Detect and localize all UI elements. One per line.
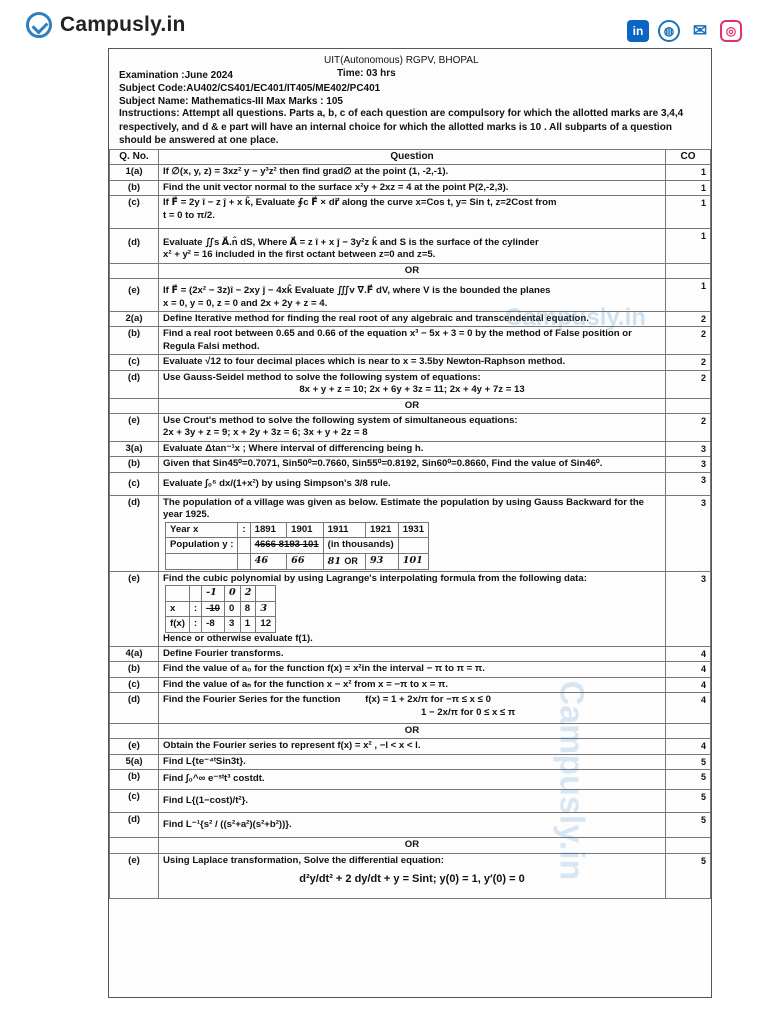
or-spacer <box>666 263 711 278</box>
or-spacer <box>110 263 159 278</box>
subject-name-line: Subject Name: Mathematics-III Max Marks : 105 <box>119 96 343 107</box>
question-number: (e) <box>110 413 159 441</box>
linkedin-icon[interactable]: in <box>627 20 649 42</box>
question-row-3b <box>110 457 711 472</box>
exam-paper <box>108 48 712 998</box>
printed-population: 4666 8193 101 <box>250 538 323 553</box>
colon: : <box>189 617 201 632</box>
or-label: OR <box>159 263 666 278</box>
colon: : <box>238 522 250 537</box>
or-row <box>110 724 711 739</box>
co-value: 4 <box>666 677 711 692</box>
question-number: (b) <box>110 770 159 789</box>
question-row-2e <box>110 413 711 441</box>
question-row-5c <box>110 789 711 812</box>
co-value: 3 <box>666 571 711 646</box>
instagram-icon[interactable]: ◎ <box>720 20 742 42</box>
question-row-3c <box>110 472 711 495</box>
question-number: (b) <box>110 457 159 472</box>
co-value: 2 <box>666 370 711 398</box>
watermark-right: Campusly.in <box>552 680 591 881</box>
question-text: Find the value of a₀ for the function f(x) = x²in the interval − π to π = π. <box>159 662 666 677</box>
question-text: Find a real root between 0.65 and 0.66 of the equation x³ − 5x + 3 = 0 by the method of False position or Regula Falsi method. <box>159 327 666 355</box>
or-label: OR <box>159 398 666 413</box>
piecewise-part-1: f(x) = 1 + 2x/π for −π ≤ x ≤ 0 <box>365 694 491 706</box>
examination-line: Examination :June 2024 <box>119 70 233 81</box>
question-text: Given that Sin45⁰=0.7071, Sin50⁰=0.7660, Sin55⁰=0.8192, Sin60⁰=0.8660, Find the value of Sin46⁰. <box>159 457 666 472</box>
campusly-check-icon <box>26 12 52 38</box>
question-text-line2: x² + y² = 16 included in the first octant between z=0 and z=5. <box>163 249 436 261</box>
co-value: 2 <box>666 327 711 355</box>
question-row-1d <box>110 229 711 264</box>
or-spacer <box>666 398 711 413</box>
question-number: (d) <box>110 370 159 398</box>
question-row-5e <box>110 853 711 898</box>
year-label: Year x <box>166 522 238 537</box>
qno-header: Q. No. <box>110 150 159 165</box>
piecewise-part-2: 1 − 2x/π for 0 ≤ x ≤ π <box>421 706 516 718</box>
question-text <box>159 229 666 264</box>
differential-equation: d²y/dt² + 2 dy/dt + y = Sint; y(0) = 1, y′(0) = 0 <box>299 873 525 886</box>
population-unit: (in thousands) <box>323 538 398 553</box>
table-header-row <box>110 150 711 165</box>
question-text: Find L{te⁻⁴ᵗSin3t}. <box>159 754 666 769</box>
question-row-4c <box>110 677 711 692</box>
question-row-4d <box>110 693 711 724</box>
question-number: (e) <box>110 739 159 754</box>
question-text: Evaluate √12 to four decimal places which is near to x = 3.5by Newton-Raphson method. <box>159 355 666 370</box>
co-header: CO <box>666 150 711 165</box>
question-text: Obtain the Fourier series to represent f(x) = x² , −l < x < l. <box>159 739 666 754</box>
question-text-line1: Using Laplace transformation, Solve the differential equation: <box>163 854 444 866</box>
question-number: (d) <box>110 495 159 571</box>
institute-name: UIT(Autonomous) RGPV, BHOPAL <box>324 55 479 66</box>
handwritten-value: 81 OR <box>323 553 365 569</box>
question-number: (b) <box>110 662 159 677</box>
handwritten-value: 66 <box>287 553 324 569</box>
question-row-4e <box>110 739 711 754</box>
question-number: 2(a) <box>110 312 159 327</box>
fx-value: 1 <box>240 617 256 632</box>
or-row <box>110 838 711 853</box>
population-table <box>165 522 429 570</box>
question-number: (d) <box>110 229 159 264</box>
question-text <box>159 413 666 441</box>
year-value: 1911 <box>323 522 365 537</box>
subject-code-line: Subject Code:AU402/CS401/EC401/IT405/ME402/PC401 <box>119 83 381 94</box>
co-value: 2 <box>666 312 711 327</box>
x-label: x <box>166 601 190 616</box>
question-text-line2: t = 0 to π/2. <box>163 209 215 221</box>
question-text: Find the unit vector normal to the surface x²y + 2xz = 4 at the point P(2,-2,3). <box>159 180 666 195</box>
x-value: 8 <box>240 601 256 616</box>
question-text <box>159 370 666 398</box>
question-row-1c <box>110 196 711 229</box>
co-value: 3 <box>666 495 711 571</box>
lagrange-data-table <box>165 585 276 632</box>
question-text: Evaluate Δtan⁻¹x ; Where interval of differencing being h. <box>159 441 666 456</box>
handwritten-value: 93 <box>366 553 399 569</box>
mail-icon[interactable]: ✉ <box>689 20 711 42</box>
question-number: (c) <box>110 789 159 812</box>
co-value: 1 <box>666 279 711 312</box>
x-value: 0 <box>225 601 241 616</box>
question-row-3e <box>110 571 711 646</box>
instructions: Instructions: Attempt all questions. Parts a, b, c of each question are compulsory for which the allotted marks are 3,4,4 respectively, and d & e part will have an internal choice for which the allotted marks is 10 . All subparts of a question should be answered at one place. <box>119 108 684 146</box>
question-text-line1: The population of a village was given as below. Estimate the population by using Gauss Backward for the year 1925. <box>163 496 645 521</box>
question-row-4b <box>110 662 711 677</box>
co-value: 1 <box>666 196 711 229</box>
question-number: (d) <box>110 693 159 724</box>
or-spacer <box>110 838 159 853</box>
brand-name: Campusly.in <box>60 13 186 36</box>
question-text <box>159 571 666 646</box>
question-row-4a <box>110 647 711 662</box>
brand-logo[interactable] <box>26 12 186 38</box>
question-row-2d <box>110 370 711 398</box>
question-number: (b) <box>110 327 159 355</box>
globe-icon[interactable]: ◍ <box>658 20 680 42</box>
question-row-5d <box>110 813 711 838</box>
co-value: 4 <box>666 647 711 662</box>
social-links <box>627 20 742 42</box>
question-text: Find L⁻¹{s² / ((s²+a²)(s²+b²))}. <box>159 813 666 838</box>
or-spacer <box>110 398 159 413</box>
question-text: Define Fourier transforms. <box>159 647 666 662</box>
or-label: OR <box>159 724 666 739</box>
fx-value: 12 <box>256 617 276 632</box>
question-row-3d <box>110 495 711 571</box>
question-text: Find L{(1−cost)/t²}. <box>159 789 666 812</box>
handwritten-value: 2 <box>240 586 256 601</box>
year-value: 1931 <box>398 522 428 537</box>
question-number: (d) <box>110 813 159 838</box>
question-row-1b <box>110 180 711 195</box>
question-row-3a <box>110 441 711 456</box>
question-text-line1: Use Crout's method to solve the following system of simultaneous equations: <box>163 414 518 426</box>
question-text: If ∅(x, y, z) = 3xz² y − y³z² then find grad∅ at the point (1, -2,-1). <box>159 165 666 180</box>
year-value: 1921 <box>366 522 399 537</box>
or-label: OR <box>159 838 666 853</box>
question-text: Find the value of aₙ for the function x − x² from x = −π to x = π. <box>159 677 666 692</box>
question-row-5a <box>110 754 711 769</box>
question-table <box>109 149 711 899</box>
co-value: 2 <box>666 355 711 370</box>
co-value: 1 <box>666 180 711 195</box>
co-value: 5 <box>666 853 711 898</box>
question-row-5b <box>110 770 711 789</box>
fx-value: -8 <box>202 617 225 632</box>
co-value: 1 <box>666 165 711 180</box>
handwritten-value: 0 <box>225 586 241 601</box>
question-number: (b) <box>110 180 159 195</box>
x-value: -10 <box>202 601 225 616</box>
question-text-line1: Find the cubic polynomial by using Lagrange's interpolating formula from the following data: <box>163 572 587 584</box>
co-value: 5 <box>666 789 711 812</box>
co-value: 4 <box>666 739 711 754</box>
question-number: (c) <box>110 355 159 370</box>
question-text-tail: Hence or otherwise evaluate f(1). <box>163 632 313 644</box>
fx-label: f(x) <box>166 617 190 632</box>
year-value: 1891 <box>250 522 287 537</box>
co-value: 3 <box>666 472 711 495</box>
co-value: 4 <box>666 693 711 724</box>
question-number: 4(a) <box>110 647 159 662</box>
co-value: 4 <box>666 662 711 677</box>
or-spacer <box>110 724 159 739</box>
question-text-line1: If F⃗ = (2x² − 3z)î − 2xy ĵ − 4xk̂ Evaluate ∭v ∇.F⃗ dV, where V is the bounded the planes <box>163 285 551 297</box>
co-value: 5 <box>666 754 711 769</box>
question-text-line1: If F⃗ = 2y î − z ĵ + x k̂, Evaluate ∮c F⃗ × dr⃗ along the curve x=Cos t, y= Sin t, z=2Cost from <box>163 197 557 209</box>
question-number: 5(a) <box>110 754 159 769</box>
handwritten-value: 101 <box>398 553 428 569</box>
question-text-line1: Find the Fourier Series for the function <box>163 694 341 706</box>
question-number: (c) <box>110 472 159 495</box>
question-text-line2: x = 0, y = 0, z = 0 and 2x + 2y + z = 4. <box>163 297 328 309</box>
co-value: 2 <box>666 413 711 441</box>
fx-value: 3 <box>225 617 241 632</box>
co-value: 3 <box>666 457 711 472</box>
question-row-2c <box>110 355 711 370</box>
question-text: Define Iterative method for finding the real root of any algebraic and transcendental equation. <box>159 312 666 327</box>
co-value: 3 <box>666 441 711 456</box>
question-number: (c) <box>110 196 159 229</box>
or-spacer <box>666 838 711 853</box>
colon: : <box>189 601 201 616</box>
question-text-line1: Evaluate ∬s A⃗.n̂ dS, Where A⃗ = z î + x ĵ − 3y²z k̂ and S is the surface of the cylinder <box>163 237 539 249</box>
equation-system: 2x + 3y + z = 9; x + 2y + 3z = 6; 3x + y + 2z = 8 <box>163 427 368 439</box>
question-number: 1(a) <box>110 165 159 180</box>
question-text: Evaluate ∫₀⁶ dx/(1+x²) by using Simpson's 3/8 rule. <box>159 472 666 495</box>
co-value: 1 <box>666 229 711 264</box>
co-value: 5 <box>666 813 711 838</box>
question-row-1a <box>110 165 711 180</box>
time-line: Time: 03 hrs <box>337 68 396 79</box>
question-number: (c) <box>110 677 159 692</box>
question-text <box>159 495 666 571</box>
question-number: 3(a) <box>110 441 159 456</box>
or-row <box>110 398 711 413</box>
year-value: 1901 <box>287 522 324 537</box>
or-spacer <box>666 724 711 739</box>
population-label: Population y : <box>166 538 238 553</box>
question-header: Question <box>159 150 666 165</box>
question-number: (e) <box>110 853 159 898</box>
x-value: 3 <box>256 601 276 616</box>
question-number: (e) <box>110 571 159 646</box>
question-text: Find ∫₀^∞ e⁻ˢᵗt³ costdt. <box>159 770 666 789</box>
question-text-line1: Use Gauss-Seidel method to solve the following system of equations: <box>163 371 481 383</box>
equation-system: 8x + y + z = 10; 2x + 6y + 3z = 11; 2x + 4y + 7z = 13 <box>299 384 525 396</box>
question-number: (e) <box>110 279 159 312</box>
question-text <box>159 196 666 229</box>
watermark-center: Campusly.in <box>505 304 646 331</box>
handwritten-value: 46 <box>250 553 287 569</box>
co-value: 5 <box>666 770 711 789</box>
handwritten-value: -1 <box>202 586 225 601</box>
or-row <box>110 263 711 278</box>
